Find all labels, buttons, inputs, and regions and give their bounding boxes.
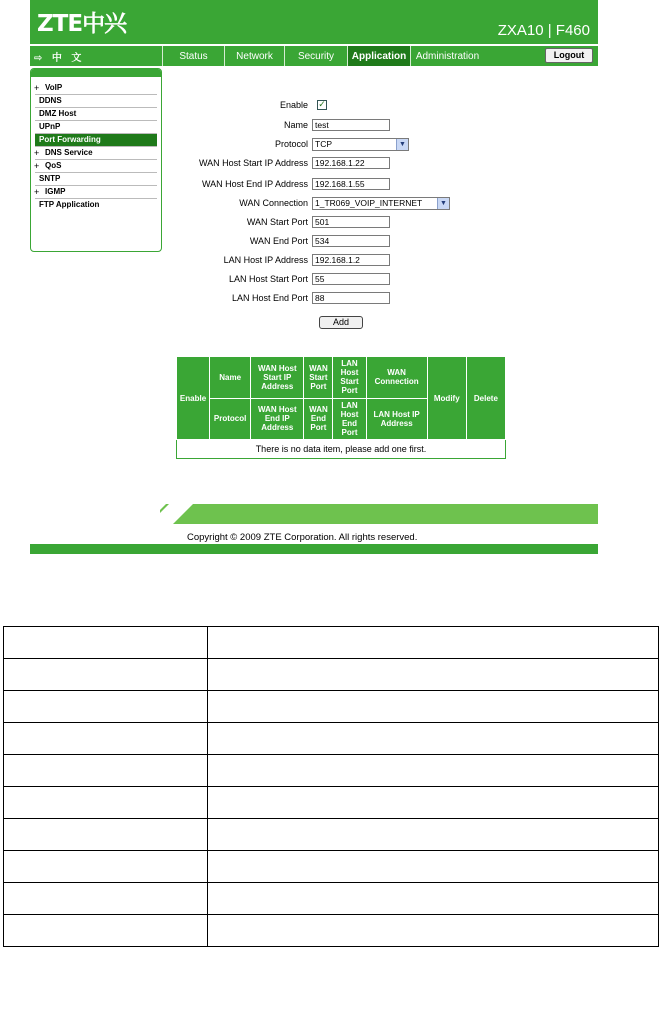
table-row <box>4 819 659 851</box>
table-cell <box>4 691 208 723</box>
tab-security[interactable]: Security <box>284 46 347 66</box>
col-wan-end-ip: WAN Host End IP Address <box>251 398 304 440</box>
bottom-bar <box>30 544 598 554</box>
col-enable: Enable <box>177 357 210 440</box>
plus-icon: + <box>34 83 40 93</box>
col-modify: Modify <box>427 357 466 440</box>
table-cell <box>4 659 208 691</box>
wan-start-ip-label: WAN Host Start IP Address <box>198 158 308 168</box>
top-nav <box>30 46 598 66</box>
table-row <box>4 627 659 659</box>
sidebar-item-qos[interactable]: + QoS <box>35 160 157 173</box>
table-cell <box>4 755 208 787</box>
table-row <box>4 883 659 915</box>
footer-spacer <box>30 504 160 524</box>
wan-start-port-label: WAN Start Port <box>246 217 308 227</box>
sidebar-item-voip[interactable]: + VoIP <box>35 82 157 95</box>
sidebar-item-ftp-application[interactable]: FTP Application <box>39 200 100 209</box>
table-cell <box>208 755 659 787</box>
header-bar <box>30 0 598 44</box>
chevron-down-icon: ▼ <box>396 139 408 150</box>
sidebar-item-dns-service[interactable]: + DNS Service <box>35 147 157 160</box>
protocol-label: Protocol <box>274 139 308 149</box>
table-cell <box>208 787 659 819</box>
table-cell <box>208 851 659 883</box>
col-name: Name <box>210 357 251 399</box>
table-cell <box>208 915 659 947</box>
col-delete: Delete <box>466 357 505 440</box>
port-forwarding-table <box>176 356 506 459</box>
table-cell <box>4 723 208 755</box>
wan-start-ip-input[interactable]: 192.168.1.22 <box>312 157 390 169</box>
logout-button[interactable]: Logout <box>545 48 593 63</box>
chevron-down-icon: ▼ <box>437 198 449 209</box>
wan-start-port-input[interactable]: 501 <box>312 216 390 228</box>
sidebar-item-port-forwarding[interactable]: Port Forwarding <box>35 134 157 147</box>
col-wan-end-port: WAN End Port <box>304 398 333 440</box>
plus-icon: + <box>34 148 40 158</box>
empty-table-message: There is no data item, please add one first. <box>177 440 506 459</box>
plus-icon: + <box>34 161 40 171</box>
wan-end-port-label: WAN End Port <box>249 236 308 246</box>
col-lan-start-port: LAN Host Start Port <box>333 357 366 399</box>
table-cell <box>208 883 659 915</box>
lan-ip-input[interactable]: 192.168.1.2 <box>312 254 390 266</box>
col-wan-start-port: WAN Start Port <box>304 357 333 399</box>
lan-start-port-input[interactable]: 55 <box>312 273 390 285</box>
table-cell <box>4 883 208 915</box>
wan-connection-select[interactable]: 1_TR069_VOIP_INTERNET ▼ <box>312 197 450 210</box>
col-lan-end-port: LAN Host End Port <box>333 398 366 440</box>
zte-logo: ZTE中兴 <box>37 11 127 37</box>
table-cell <box>208 819 659 851</box>
wan-connection-label: WAN Connection <box>239 198 308 208</box>
sidebar-item-dmz-host[interactable]: DMZ Host <box>35 108 157 121</box>
name-input[interactable]: test <box>312 119 390 131</box>
enable-label: Enable <box>279 100 308 110</box>
name-label: Name <box>283 120 308 130</box>
language-switch[interactable]: ⇨ 中 文 <box>34 53 85 64</box>
col-wan-start-ip: WAN Host Start IP Address <box>251 357 304 399</box>
tab-status[interactable]: Status <box>162 46 224 66</box>
sidebar-item-upnp[interactable]: UPnP <box>35 121 157 134</box>
wan-end-port-input[interactable]: 534 <box>312 235 390 247</box>
parameter-table <box>3 626 659 947</box>
col-wan-connection: WAN Connection <box>366 357 427 399</box>
wan-end-ip-input[interactable]: 192.168.1.55 <box>312 178 390 190</box>
table-row <box>4 723 659 755</box>
protocol-select[interactable]: TCP ▼ <box>312 138 409 151</box>
table-row <box>4 755 659 787</box>
wan-end-ip-label: WAN Host End IP Address <box>201 179 308 189</box>
router-web-ui <box>30 0 598 555</box>
tab-administration[interactable]: Administration <box>410 46 484 66</box>
col-lan-ip: LAN Host IP Address <box>366 398 427 440</box>
lan-ip-label: LAN Host IP Address <box>223 255 308 265</box>
table-row <box>4 787 659 819</box>
table-row <box>4 851 659 883</box>
table-cell <box>4 819 208 851</box>
sidebar-item-sntp[interactable]: SNTP <box>35 173 157 186</box>
tab-application[interactable]: Application <box>347 46 410 66</box>
device-model: ZXA10 | F460 <box>497 22 590 39</box>
table-cell <box>208 659 659 691</box>
table-row <box>4 915 659 947</box>
tab-network[interactable]: Network <box>224 46 284 66</box>
table-cell <box>208 691 659 723</box>
add-button[interactable]: Add <box>319 316 363 329</box>
lan-end-port-label: LAN Host End Port <box>231 293 308 303</box>
sidebar-item-ddns[interactable]: DDNS <box>35 95 157 108</box>
copyright-text: Copyright © 2009 ZTE Corporation. All rights reserved. <box>187 532 418 543</box>
table-cell <box>4 915 208 947</box>
table-cell <box>208 627 659 659</box>
plus-icon: + <box>34 187 40 197</box>
table-cell <box>4 787 208 819</box>
table-cell <box>4 851 208 883</box>
table-cell <box>208 723 659 755</box>
table-row <box>4 691 659 723</box>
table-cell <box>4 627 208 659</box>
sidebar-header <box>31 69 161 77</box>
lan-end-port-input[interactable]: 88 <box>312 292 390 304</box>
sidebar-item-igmp[interactable]: + IGMP <box>35 186 157 199</box>
lan-start-port-label: LAN Host Start Port <box>228 274 308 284</box>
enable-checkbox[interactable]: ✓ <box>318 100 326 110</box>
table-row <box>4 659 659 691</box>
col-protocol: Protocol <box>210 398 251 440</box>
